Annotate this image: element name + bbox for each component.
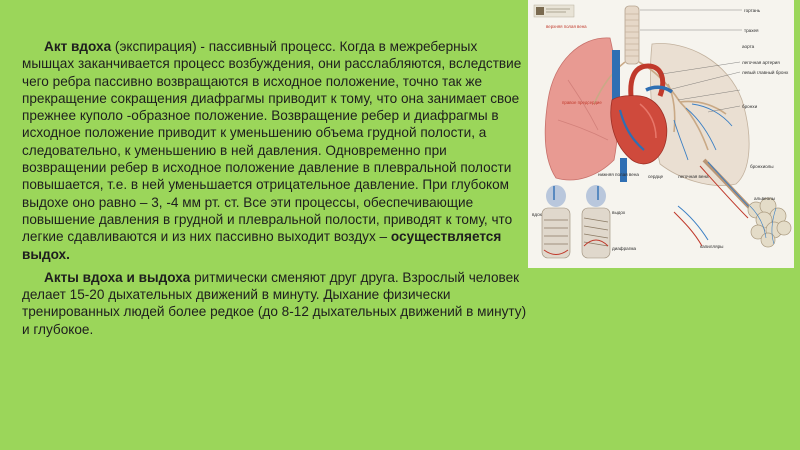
alveoli-cluster: [748, 198, 791, 247]
label-bronchioles: бронхиолы: [750, 164, 774, 169]
inhale-figure: [542, 185, 570, 258]
label-right-atrium: правое предсердие: [562, 100, 602, 105]
heart-shape: [611, 96, 667, 164]
label-left-bronchus: левый главный бронх: [742, 70, 789, 75]
inferior-vena-cava-shape: [620, 158, 627, 182]
superior-vena-cava-shape: [612, 50, 620, 100]
label-inhale: вдох: [532, 212, 542, 217]
label-heart: сердце: [648, 174, 664, 179]
text-block: [22, 38, 530, 338]
label-exhale: выдох: [612, 210, 626, 215]
trachea-shape: [625, 6, 639, 64]
label-capillaries: капилляры: [700, 244, 724, 249]
paragraph-rhythm: [22, 269, 530, 338]
label-pulmonary-artery: легочная артерия: [742, 60, 780, 65]
label-diaphragm: диафрагма: [612, 246, 637, 251]
left-lung-shape: [650, 44, 749, 186]
paragraph-conclusion: осуществляется выдох.: [22, 229, 502, 262]
respiratory-system-illustration: [528, 0, 794, 268]
paragraph-title: Акты вдоха и выдоха: [44, 269, 191, 285]
label-larynx: гортань: [744, 8, 761, 13]
paragraph-body: (экспирация) - пассивный процесс. Когда в межреберных мышцах заканчивается процесс возбуждения, они расслабляются, вследствие чего ребра пассивно возвращаются в исходное положение, точно так же прекращение сокращения диафрагмы приводит к тому, что она занимает свое прежнее куполо -образное положение. Возвращение ребер и диафрагмы в исходное положение приводит к уменьшению объема грудной полости, а следовательно, к уменьшению в ней давления. Одновременно при возвращении ребер в исходное положение давление в плевральной полости повышается, т.е. в ней уменьшается отрицательное давление. При глубоком выдохе оно равно – 3, -4 мм рт. ст. Все эти процессы, обеспечивающие повышение давления в грудной и плевральной полости, приводят к тому, что легкие сдавливаются и из них пассивно выходит воздух –: [22, 39, 522, 245]
exhale-figure: [582, 185, 610, 258]
label-inferior-vena-cava: нижняя полая вена: [598, 172, 639, 177]
anatomy-drawing: [528, 0, 794, 268]
label-trachea: трахея: [744, 28, 759, 33]
label-pulmonary-vein: легочная вена: [678, 174, 709, 179]
paragraph-body: ритмически сменяют друг друга. Взрослый человек делает 15-20 дыхательных движений в минуту. Дыхание физически тренированных людей более редкое (до 8-12 дыхательных движений в минуту) и глубокое.: [22, 269, 527, 337]
right-lung-shape: [545, 38, 618, 180]
paragraph-title: Акт вдоха: [44, 39, 112, 54]
paragraph-expiration: [22, 38, 530, 263]
label-superior-vena-cava: верхняя полая вена: [546, 24, 587, 29]
label-aorta: аорта: [742, 44, 755, 49]
label-alveoli: альвеолы: [754, 196, 776, 201]
label-bronchus: бронхи: [742, 104, 758, 109]
